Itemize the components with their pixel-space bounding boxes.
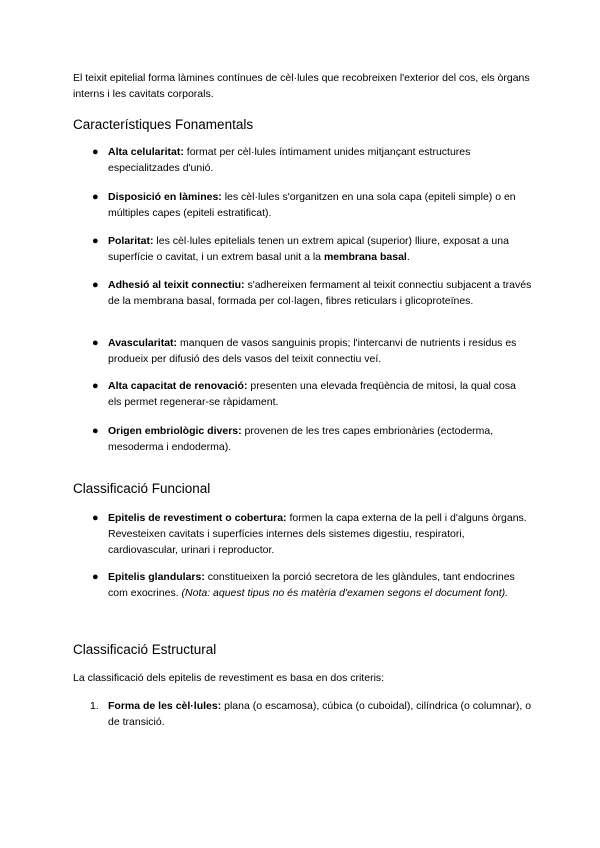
section-heading-characteristics: Característiques Fonamentals	[73, 117, 254, 132]
item-label: Forma de les cèl·lules:	[108, 700, 222, 712]
section-heading-structural: Classificació Estructural	[73, 642, 217, 657]
list-item	[108, 233, 532, 265]
list-item	[108, 335, 532, 367]
item-label: Alta celularitat:	[108, 146, 184, 158]
item-label: Adhesió al teixit connectiu:	[108, 279, 245, 291]
item-label: Polaritat:	[108, 235, 154, 247]
item-label: Origen embriològic divers:	[108, 425, 242, 437]
item-text: les cèl·lules epitelials tenen un extrem apical (superior) lliure, exposat a una superfície o cavitat, i un extrem basal unit a la	[108, 235, 509, 263]
section-intro-paragraph: La classificació dels epitelis de revestiment es basa en dos criteris:	[73, 672, 385, 684]
bullet-icon: ●	[92, 146, 99, 158]
item-text: s'adhereixen fermament al teixit connectiu subjacent a través de la membrana basal, formada per col·lagen, fibres reticulars i glicoproteïnes.	[108, 279, 532, 307]
item-text: constitueixen la porció secretora de les glàndules, tant endocrines com exocrines.	[108, 571, 515, 599]
item-label: Epitelis glandulars:	[108, 571, 205, 583]
item-bold-term: membrana basal	[323, 251, 407, 263]
bullet-icon: ●	[92, 235, 99, 247]
list-item	[108, 510, 532, 558]
item-text: format per cèl·lules íntimament unides mitjançant estructures especialitzades d'unió.	[108, 146, 471, 174]
list-item	[108, 423, 532, 455]
bullet-icon: ●	[92, 512, 99, 524]
list-item	[108, 698, 532, 730]
bullet-icon: ●	[92, 337, 99, 349]
item-label: Avascularitat:	[108, 337, 178, 349]
list-item	[108, 144, 532, 176]
item-text: plana (o escamosa), cúbica (o cuboidal), cilíndrica (o columnar), o de transició.	[108, 700, 532, 728]
bullet-icon: ●	[92, 571, 99, 583]
bullet-icon: ●	[92, 380, 99, 392]
item-label: Epitelis de revestiment o cobertura:	[108, 512, 287, 524]
item-text: manquen de vasos sanguinis propis; l'intercanvi de nutrients i residus es produeix per difusió des dels vasos del teixit connectiu veí.	[108, 337, 517, 365]
list-item	[108, 277, 532, 309]
item-label: Alta capacitat de renovació:	[108, 380, 248, 392]
item-text: provenen de les tres capes embrionàries (ectoderma, mesoderma i endoderma).	[108, 425, 494, 453]
item-note: (Nota: aquest tipus no és matèria d'examen segons el document font).	[181, 587, 509, 599]
section-heading-functional: Classificació Funcional	[73, 481, 211, 496]
item-tail: .	[406, 251, 410, 263]
item-label: Disposició en làmines:	[108, 191, 222, 203]
intro-paragraph: El teixit epitelial forma làmines contínues de cèl·lules que recobreixen l'exterior del cos, els òrgans interns i les cavitats corporals.	[73, 72, 530, 100]
list-item	[108, 378, 532, 410]
item-text: presenten una elevada freqüència de mitosi, la qual cosa els permet regenerar-se ràpidament.	[108, 380, 516, 408]
list-number: 1.	[90, 700, 99, 712]
list-item	[108, 569, 532, 601]
bullet-icon: ●	[92, 191, 99, 203]
bullet-icon: ●	[92, 425, 99, 437]
list-item	[108, 189, 532, 221]
bullet-icon: ●	[92, 279, 99, 291]
item-text: les cèl·lules s'organitzen en una sola capa (epiteli simple) o en múltiples capes (epiteli estratificat).	[108, 191, 516, 219]
item-text: formen la capa externa de la pell i d'alguns òrgans. Revesteixen cavitats i superfícies internes dels sistemes digestiu, respiratori, cardiovascular, urinari i reproductor.	[108, 512, 527, 556]
